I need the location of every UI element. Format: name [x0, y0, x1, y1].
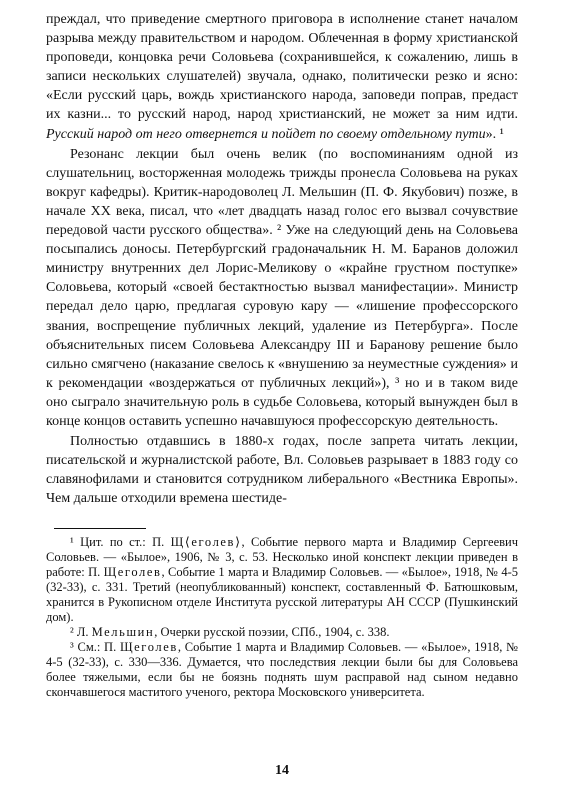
paragraph-1-text: преждал, что приведение смертного приговора в исполнение станет началом разрыва между правительством и народом. Облеченная в форму христианской проповеди, концовка речи Соловьева (сохранившейся, к сожалению, лишь в записи нескольких слушателей) звучала, однако, политически резко и ясно: «Если русский царь, вождь христианского народа, заповеди поправ, предаст их казни... то русский народ, народ христианский, не может за ним идти. [46, 12, 518, 123]
page-number: 14 [275, 763, 289, 778]
paragraph-2: Резонанс лекции был очень велик (по воспоминаниям одной из слушательниц, восторженная молодежь трижды пронесла Соловьева на руках вокруг кафедры). Критик-народоволец Л. Мельшин (П. Ф. Якубович) позже, в начале XX века, писал, что «лет двадцать назад голос его вызвал сочувствие передовой части русского общества». ² Уже на следующий день на Соловьева посыпались доносы. Петербургский градоначальник Н. М. Баранов доложил министру внутренних дел Лорис-Меликову о «крайне грустном поступке» Соловьева, который «своей бестактностью вызвал манифестации». Министр передал дело царю, предлагая суровую кару — «лишение профессорского звания, воспрещение публичных лекций, удаление из Петербурга». После объяснительных писем Соловьева Александру III и Баранову решение было сильно смягчено (наказание свелось к «внушению за неуместные суждения» и к рекомендации «воздержаться от публичных лекций»), ³ но и в таком виде оно сыграло значительную роль в судьбе Соловьева, который вынужден был в конце концов оставить успешно начавшуюся профессорскую деятельность. [46, 146, 518, 429]
footnote-3-text-b: , Событие 1 марта и Владимир Соловьев. — «Былое», 1918, № 4-5 (32-33), с. 330—336. Думается, что последствия лекции были бы для Соловьева более тяжелыми, если бы не боязнь поднять шум расправой над сыном недавно скончавшегося маститого ученого, ректора Московского университета. [46, 640, 518, 700]
footnote-2-text-b: , Очерки русской поэзии, СПб., 1904, с. 338. [154, 625, 390, 640]
footnote-1 [46, 535, 518, 625]
paragraph-1-italic-quote: Русский народ от него отвернется и пойдет по своему отдельному пути [46, 126, 486, 142]
footnote-3 [46, 640, 518, 700]
paragraph-3: Полностью отдавшись в 1880-х годах, после запрета читать лекции, писательской и журналистской работе, Вл. Соловьев разрывает в 1883 году со славянофилами и становится сотрудником либерального «Вестника Европы». Чем дальше отходили времена шестиде- [46, 434, 518, 507]
footnote-1-text-a: ¹ Цит. по ст.: П. [70, 535, 171, 550]
paragraph-1 [46, 10, 518, 144]
footnote-2-author: Мельшин [91, 625, 155, 640]
footnote-1-author-2: Щеголев [103, 565, 162, 580]
footnote-1-author-1: Щ⟨еголев⟩ [170, 535, 242, 550]
footnote-separator [54, 528, 146, 529]
footnote-1-text-c: , Событие 1 марта и Владимир Соловьев. — «Былое», 1918, № 4-5 (32-33), с. 331. Третий (неопубликованный) конспект, составленный Ф. Батюшковым, хранится в Рукописном отделе Института русской литературы АН СССР (Пушкинский дом). [46, 565, 518, 625]
page-content [46, 10, 518, 700]
footnote-2-text-a: ² Л. [70, 625, 92, 640]
footnote-1-text-b: , Событие первого марта и Владимир Сергеевич Соловьев. — «Былое», 1906, № 3, с. 53. Несколько иной конспект лекции приведен в работе: П. [46, 535, 519, 580]
footnote-3-author: Щеголев [119, 640, 178, 655]
footnote-2 [46, 625, 518, 640]
footnote-3-text-a: ³ См.: П. [70, 640, 120, 655]
paragraph-1-end: ». ¹ [485, 126, 504, 142]
